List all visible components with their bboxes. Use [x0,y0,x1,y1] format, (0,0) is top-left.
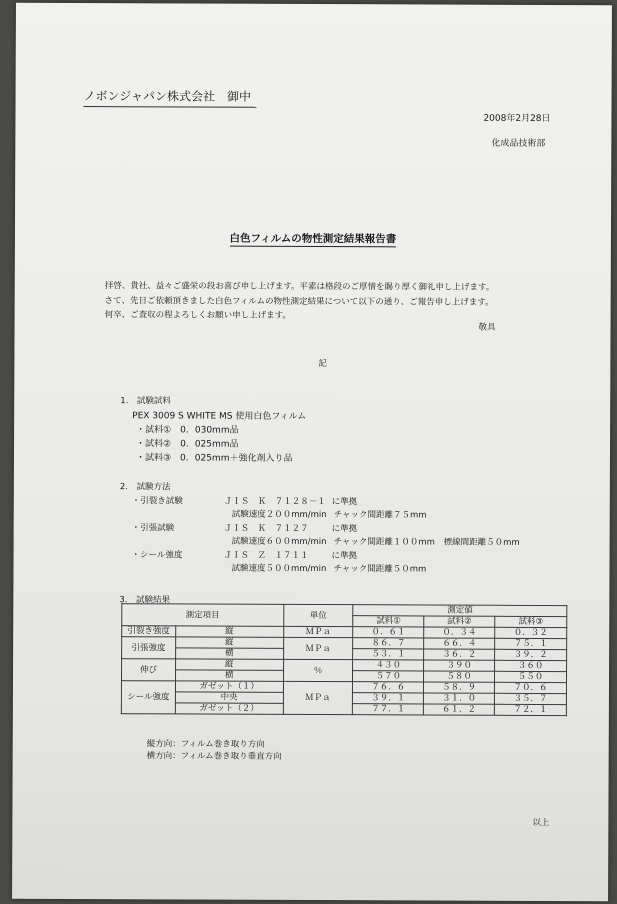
method-2-standard: ＪＩＳ Ｋ ７１２７ [223,523,309,534]
cell-value: ５３．１ [353,649,424,660]
cell-value: ７７．１ [353,704,424,715]
method-3-chuck: チャック間距離５０mm [333,564,427,575]
department: 化成品技術部 [491,138,546,150]
cell-value: ３９０ [424,660,495,671]
method-2-conform: に準拠 [331,524,358,535]
section2-heading: 2. 試験方法 [119,482,171,493]
row-unit: ＭＰａ [283,626,353,637]
section1-product: PEX 3009 S WHITE MS 使用白色フィルム [132,411,307,422]
row-sub: 縦 [176,626,284,637]
cell-value: ４３０ [353,660,424,671]
row-group: シール強度 [121,681,175,714]
cell-value: ５５０ [495,671,567,682]
method-1-chuck: チャック間距離７５mm [333,510,427,521]
header-sample-3: 試料③ [495,616,567,627]
row-sub: 横 [175,670,283,681]
greeting-line-3: 何卒、ご査収の程よろしくお願い申し上げます。 [104,310,291,321]
date: 2008年2月28日 [483,113,551,125]
method-3-standard: ＪＩＳ Ｚ １７１１ [223,550,309,561]
row-unit: ％ [283,659,353,681]
method-2-extra: 標線間距離５０mm [443,537,520,548]
section3-heading: 3. 試験結果 [119,595,170,606]
cell-value: ５７０ [353,671,424,682]
row-sub: ガゼット（２） [175,703,283,714]
method-1-name: ・引裂き試験 [131,496,183,507]
cell-value: ３６．２ [424,649,495,660]
document-title: 白色フィルムの物性測定結果報告書 [229,232,397,246]
row-sub: 縦 [176,637,284,648]
sample-1: ・試料① 0．030mm品 [136,425,239,436]
row-group: 伸び [122,659,176,681]
method-2-chuck: チャック間距離１００mm [333,537,435,548]
cell-value: ５８．９ [424,682,495,693]
section1-heading: 1. 試験試料 [120,396,171,407]
ki-marker: 記 [318,359,327,370]
sample-3: ・試料③ 0．025mm＋強化剤入り品 [135,453,293,464]
note-horizontal: 横方向：フィルム巻き取り垂直方向 [146,751,282,762]
row-sub: 中央 [175,692,283,703]
cell-value: ３１．０ [424,693,495,704]
method-2-speed: 試験速度６００mm/min [231,536,327,548]
cell-value: ３６０ [495,660,567,671]
row-group: 引張強度 [122,637,176,659]
cell-value: ３９．２ [495,649,567,660]
method-3-conform: に準拠 [331,551,358,562]
greeting-line-1: 拝啓、貴社、益々ご盛栄の段お喜び申し上げます。平素は格段のご厚情を賜り厚く御礼申し上げます。 [104,281,495,293]
row-sub: ガゼット（１） [175,681,283,692]
end-ijou: 以上 [532,817,550,829]
method-3-name: ・シール強度 [131,550,183,561]
cell-value: ０．６１ [353,627,424,638]
header-values: 測定値 [353,605,567,617]
results-table [121,603,567,716]
cell-value: ７０．６ [495,682,567,693]
sample-2: ・試料② 0．025mm品 [136,439,239,450]
cell-value: ７５．１ [495,638,567,649]
cell-value: ３９．１ [353,693,424,704]
method-3-speed: 試験速度５００mm/min [231,563,327,575]
greeting-line-2: さて、先日ご依頼頂きました白色フィルムの物性測定結果について以下の通り、ご報告申し上げます。 [104,296,494,308]
row-unit: ＭＰａ [283,637,353,659]
cell-value: ５８０ [424,671,495,682]
table-header-row [122,604,567,617]
note-vertical: 縦方向：フィルム巻き取り方向 [146,739,265,750]
header-unit: 単位 [283,604,353,626]
cell-value: ６６．４ [424,638,495,649]
closing-keigu: 敬具 [478,322,496,333]
header-sample-1: 試料① [353,616,424,627]
header-sample-2: 試料② [424,616,495,627]
cell-value: ７２．１ [494,704,566,715]
method-1-speed: 試験速度２００mm/min [231,509,327,521]
cell-value: ０．３２ [495,627,567,638]
method-1-conform: に準拠 [331,497,358,508]
header-item: 測定項目 [122,604,284,627]
row-sub: 横 [175,648,283,659]
document-page [12,3,612,902]
cell-value: ７６．６ [353,682,424,693]
method-2-name: ・引張試験 [131,523,175,534]
cell-value: ６１．２ [424,704,495,715]
row-sub: 縦 [175,659,283,670]
addressee: ノボンジャパン株式会社 御中 [84,87,258,108]
cell-value: ０．３４ [424,627,495,638]
method-1-standard: ＪＩＳ Ｋ ７１２８－１ [223,496,326,508]
cell-value: ８６．７ [353,638,424,649]
row-unit: ＭＰａ [283,681,353,714]
row-group: 引裂き強度 [122,626,176,637]
cell-value: ３５．７ [495,693,567,704]
